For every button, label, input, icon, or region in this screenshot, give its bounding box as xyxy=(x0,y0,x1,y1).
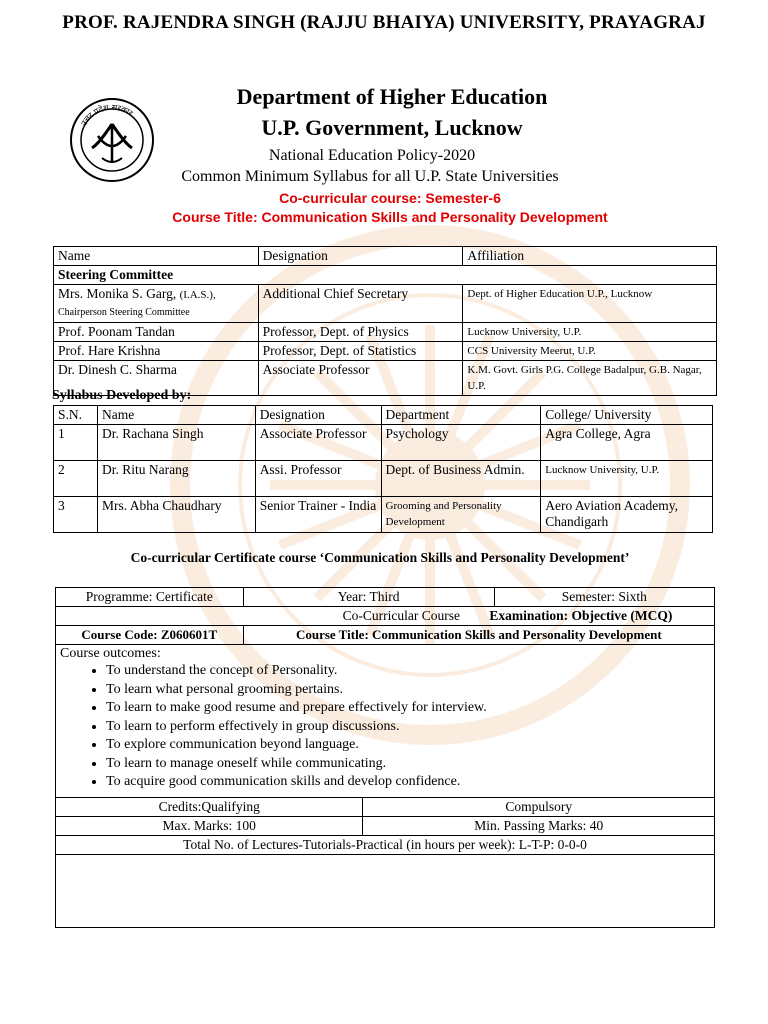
section-row xyxy=(54,266,717,285)
list-item: • To learn to make good resume and prepare effectively for interview. xyxy=(106,699,710,718)
year-cell: Year: Third xyxy=(244,588,495,606)
department-cell: Psychology xyxy=(381,425,541,461)
list-item: • To learn to manage oneself while communicating. xyxy=(106,755,710,774)
affiliation-cell: Lucknow University, U.P. xyxy=(463,323,717,342)
outcomes-row xyxy=(56,645,715,798)
course-code: Course Code: Z060601T xyxy=(56,626,244,645)
table-row xyxy=(54,497,713,533)
sn-cell: 2 xyxy=(54,461,98,497)
examination-type: Examination: Objective (MCQ) xyxy=(489,608,673,623)
outcomes-label: Course outcomes: xyxy=(60,646,161,661)
credits-row xyxy=(56,798,715,817)
programme-row xyxy=(56,588,715,607)
max-marks-cell: Max. Marks: 100 xyxy=(56,817,363,836)
policy-line: National Education Policy-2020 xyxy=(268,147,476,164)
sn-cell: 1 xyxy=(54,425,98,461)
outcomes-cell xyxy=(56,645,715,798)
table-row xyxy=(54,461,713,497)
header-cell: Designation xyxy=(255,406,381,425)
department-title: Department of Higher Education xyxy=(236,84,548,109)
department-cell: Grooming and Personality Development xyxy=(381,497,541,533)
college-cell: Lucknow University, U.P. xyxy=(541,461,713,497)
header-cell: Name xyxy=(54,247,259,266)
list-item: • To explore communication beyond language. xyxy=(106,736,710,755)
emblem-text: उत्तर प्रदेश सरकार xyxy=(79,102,135,128)
table-row xyxy=(54,425,713,461)
college-cell: Agra College, Agra xyxy=(541,425,713,461)
empty-cell xyxy=(56,855,715,928)
lectures-row xyxy=(56,836,715,855)
syllabus-developed-label: Syllabus Developed by: xyxy=(52,388,192,403)
header-cell: Designation xyxy=(258,247,463,266)
course-title: Course Title: Communication Skills and Personality Development xyxy=(243,626,714,645)
name-cell: Dr. Rachana Singh xyxy=(97,425,255,461)
list-item: • To learn to perform effectively in group discussions. xyxy=(106,718,710,737)
designation-cell: Associate Professor xyxy=(255,425,381,461)
government-title: U.P. Government, Lucknow xyxy=(261,115,523,140)
designation-cell: Professor, Dept. of Physics xyxy=(258,323,463,342)
compulsory-cell: Compulsory xyxy=(363,798,715,817)
certificate-heading: Co-curricular Certificate course ‘Communication Skills and Personality Development’ xyxy=(130,550,630,565)
table-header-row xyxy=(54,406,713,425)
designation-cell: Assi. Professor xyxy=(255,461,381,497)
designation-cell: Professor, Dept. of Statistics xyxy=(258,342,463,361)
table-row xyxy=(54,285,717,323)
department-cell: Dept. of Business Admin. xyxy=(381,461,541,497)
name-cell: Prof. Poonam Tandan xyxy=(54,323,259,342)
steering-committee-table xyxy=(53,246,717,396)
course-title-heading: Course Title: Communication Skills and Personality Development xyxy=(172,209,608,225)
empty-row xyxy=(56,855,715,928)
course-type: Co-Curricular Course xyxy=(342,608,460,623)
min-marks-cell: Min. Passing Marks: 40 xyxy=(363,817,715,836)
name-cell: Mrs. Monika S. Garg, (I.A.S.), Chairperson Steering Committee xyxy=(54,285,259,323)
lectures-cell: Total No. of Lectures-Tutorials-Practical (in hours per week): L-T-P: 0-0-0 xyxy=(56,836,715,855)
affiliation-cell: K.M. Govt. Girls P.G. College Badalpur, G.B. Nagar, U.P. xyxy=(463,361,717,396)
college-cell: Aero Aviation Academy, Chandigarh xyxy=(541,497,713,533)
header-cell: Affiliation xyxy=(463,247,717,266)
course-semester: Co-curricular course: Semester-6 xyxy=(279,190,501,206)
sn-cell: 3 xyxy=(54,497,98,533)
course-type-cell xyxy=(56,607,715,626)
designation-cell: Associate Professor xyxy=(258,361,463,396)
affiliation-cell: Dept. of Higher Education U.P., Lucknow xyxy=(463,285,717,323)
header-cell: Department xyxy=(381,406,541,425)
affiliation-cell: CCS University Meerut, U.P. xyxy=(463,342,717,361)
designation-cell: Additional Chief Secretary xyxy=(258,285,463,323)
name-cell: Mrs. Abha Chaudhary xyxy=(97,497,255,533)
header-cell: Name xyxy=(97,406,255,425)
course-type-row xyxy=(56,607,715,626)
header-cell: College/ University xyxy=(541,406,713,425)
syllabus-line: Common Minimum Syllabus for all U.P. State Universities xyxy=(181,168,559,185)
designation-cell: Senior Trainer - India xyxy=(255,497,381,533)
list-item: • To learn what personal grooming pertains. xyxy=(106,681,710,700)
year-semester-wrap xyxy=(244,588,714,606)
name-cell: Dr. Dinesh C. Sharma xyxy=(54,361,259,396)
name-cell: Prof. Hare Krishna xyxy=(54,342,259,361)
certificate-table xyxy=(55,587,715,928)
semester-cell: Semester: Sixth xyxy=(561,589,647,604)
list-item: • To acquire good communication skills and develop confidence. xyxy=(106,773,710,792)
header-cell: S.N. xyxy=(54,406,98,425)
steering-committee-label: Steering Committee xyxy=(54,266,717,285)
outcomes-list xyxy=(60,662,710,792)
list-item: • To understand the concept of Personality. xyxy=(106,662,710,681)
marks-row xyxy=(56,817,715,836)
table-row xyxy=(54,342,717,361)
course-code-row xyxy=(56,626,715,645)
year-semester-cell xyxy=(243,588,714,607)
developers-table xyxy=(53,405,713,533)
table-header-row xyxy=(54,247,717,266)
table-row xyxy=(54,323,717,342)
programme-cell: Programme: Certificate xyxy=(56,588,244,607)
name-cell: Dr. Ritu Narang xyxy=(97,461,255,497)
credits-cell: Credits:Qualifying xyxy=(56,798,363,817)
university-name: PROF. RAJENDRA SINGH (RAJJU BHAIYA) UNIVERSITY, PRAYAGRAJ xyxy=(62,12,706,33)
